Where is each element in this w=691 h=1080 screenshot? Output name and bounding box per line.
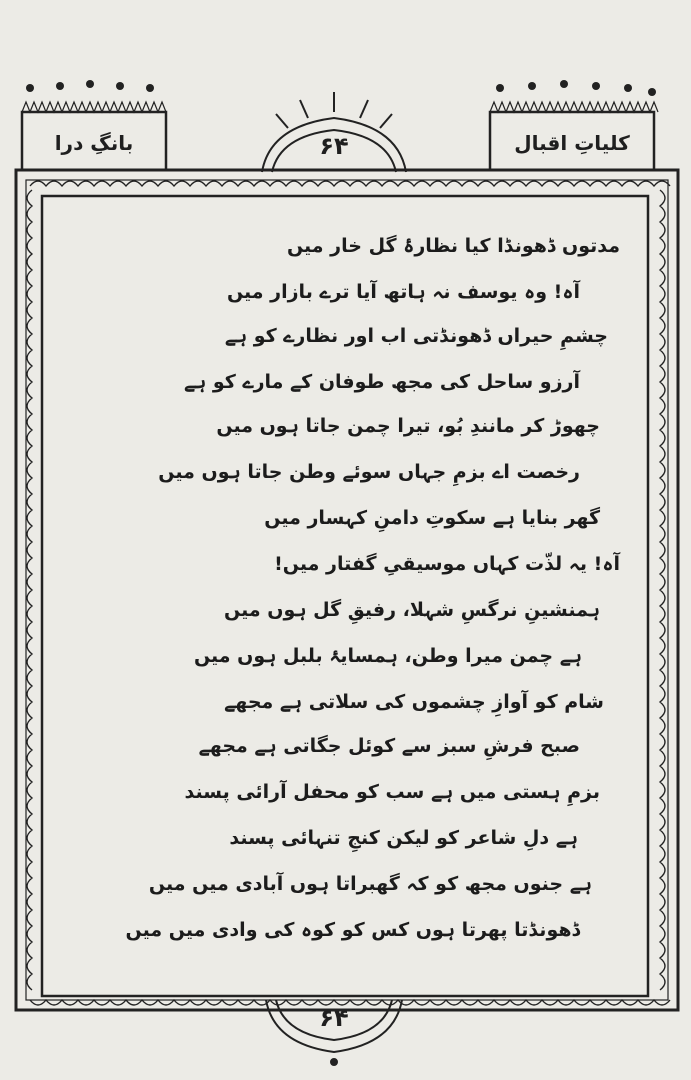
verse-line: ہے دلِ شاعر کو لیکن کنجِ تنہائی پسند xyxy=(229,827,578,849)
verse-line: آہ! وہ یوسف نہ ہاتھ آیا ترے بازار میں xyxy=(226,281,580,303)
verse-line: مدتوں ڈھونڈا کیا نظارۂ گل خار میں xyxy=(286,235,620,257)
verse-line: آرزو ساحل کی مجھ طوفان کے مارے کو ہے xyxy=(183,371,580,393)
book-title: کلیاتِ اقبال xyxy=(514,131,630,155)
verse-line: ہے چمن میرا وطن، ہمسایۂ بلبل ہوں میں xyxy=(193,645,582,667)
verse-line: ہے جنوں مجھ کو کہ گھبراتا ہوں آبادی میں میں xyxy=(148,873,592,895)
verse-line: بزمِ ہستی میں ہے سب کو محفل آرائی پسند xyxy=(184,781,600,803)
verse-line: گھر بنایا ہے سکوتِ دامنِ کہسار میں xyxy=(264,507,600,529)
verse-line: چشمِ حیراں ڈھونڈتی اب اور نظارے کو ہے xyxy=(224,325,608,347)
page-number-bottom: ۶۴ xyxy=(319,1004,349,1032)
verse-line: چھوڑ کر مانندِ بُو، تیرا چمن جاتا ہوں میں xyxy=(216,415,600,437)
verse-line: ڈھونڈتا پھرتا ہوں کس کو کوہ کی وادی میں میں xyxy=(125,919,580,941)
verse-line: رخصت اے بزمِ جہاں سوئے وطن جاتا ہوں میں xyxy=(158,461,580,483)
verse-line: آہ! یہ لذّت کہاں موسیقیِ گفتار میں! xyxy=(274,553,620,575)
verse-line: شام کو آوازِ چشموں کی سلاتی ہے مجھے xyxy=(224,691,604,713)
verse-line: ہمنشینِ نرگسِ شہلا، رفیقِ گل ہوں میں xyxy=(224,599,600,621)
section-title: بانگِ درا xyxy=(54,131,134,155)
page-number-top: ۶۴ xyxy=(319,132,349,160)
verse-line: صبح فرشِ سبز سے کوئل جگاتی ہے مجھے xyxy=(198,735,580,757)
